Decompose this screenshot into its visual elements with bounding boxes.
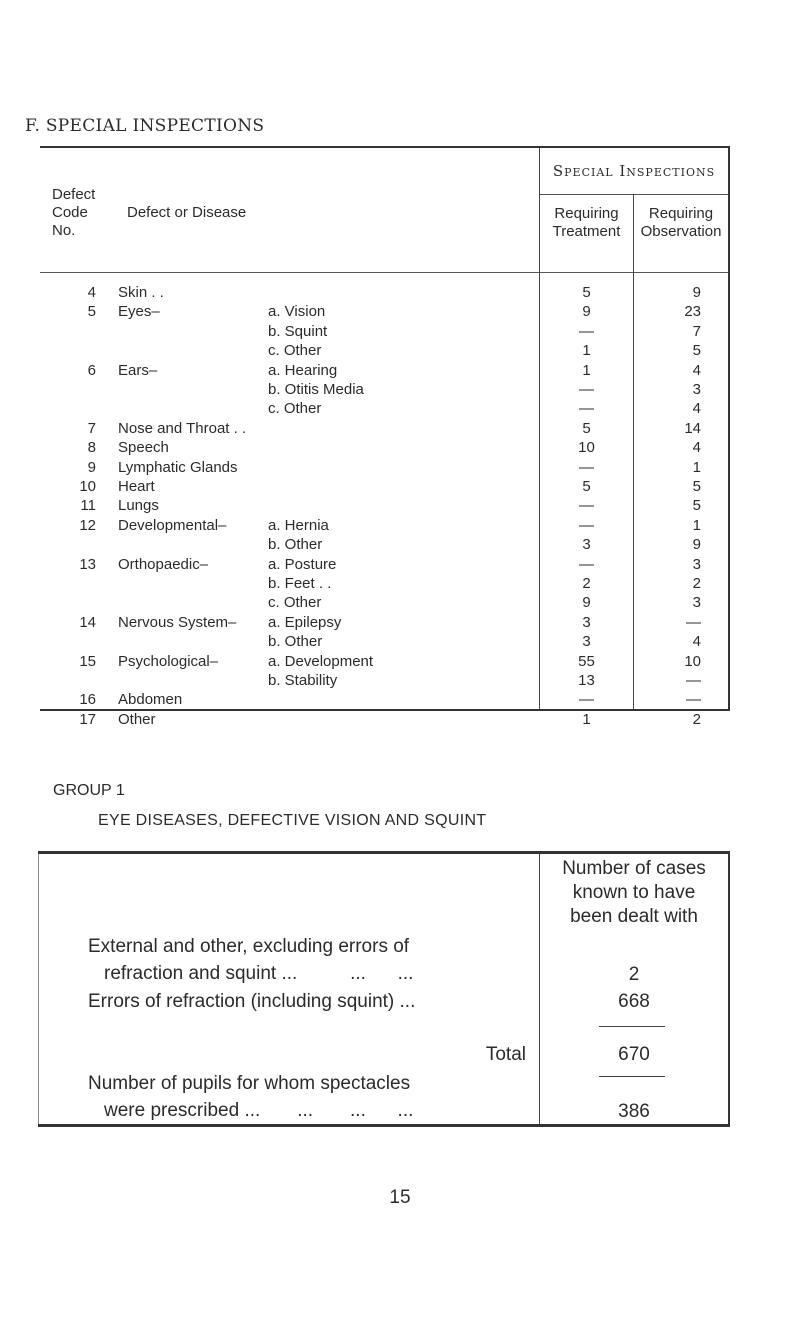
row-defect: Skin . .: [118, 284, 164, 301]
row-code: 9: [87, 459, 96, 476]
row-code: 16: [79, 691, 96, 708]
sum-rule: [599, 1026, 665, 1027]
table-row: [0, 341, 800, 360]
row-defect: Psychological–: [118, 653, 219, 670]
table-row: [0, 690, 800, 709]
row-subtype: c. Other: [268, 400, 322, 417]
row-defect: Nose and Throat . .: [118, 420, 247, 437]
header-defect-or-disease: Defect or Disease: [127, 204, 247, 221]
row-defect: Abdomen: [118, 691, 183, 708]
row-code: 5: [87, 303, 96, 320]
row-observation: 4: [692, 439, 701, 456]
row-treatment: 55: [578, 653, 595, 670]
errors-value: 668: [618, 991, 650, 1012]
row-observation: 1: [692, 459, 701, 476]
row-treatment: 2: [582, 575, 591, 592]
table-row: [0, 710, 800, 729]
table2-left-border: [38, 854, 39, 1124]
group-title: EYE DISEASES, DEFECTIVE VISION AND SQUINT: [98, 812, 487, 829]
row-treatment: —: [579, 691, 594, 708]
row-observation: 2: [692, 711, 701, 728]
row-observation: 5: [692, 342, 701, 359]
table-row: [0, 380, 800, 399]
table-row: [0, 438, 800, 457]
row-observation: 3: [692, 556, 701, 573]
row-treatment: 3: [582, 614, 591, 631]
row-defect: Ears–: [118, 362, 158, 379]
row-observation: 4: [692, 362, 701, 379]
header-no: No.: [52, 222, 76, 239]
row-subtype: a. Vision: [268, 303, 326, 320]
row-subtype: a. Development: [268, 653, 374, 670]
row-code: 8: [87, 439, 96, 456]
row-treatment: —: [579, 323, 594, 340]
external-value: 2: [628, 964, 640, 985]
row-subtype: c. Other: [268, 342, 322, 359]
row-treatment: —: [579, 381, 594, 398]
table-row: [0, 632, 800, 651]
row-subtype: a. Epilepsy: [268, 614, 342, 631]
section-title: F. SPECIAL INSPECTIONS: [25, 116, 265, 136]
table2-bottom-rule: [38, 1124, 730, 1127]
row-treatment: —: [579, 517, 594, 534]
row-defect: Speech: [118, 439, 169, 456]
row-treatment: 3: [582, 633, 591, 650]
pupils-label-line2: were prescribed ... ... ... ...: [104, 1100, 414, 1121]
total-label: Total: [485, 1044, 526, 1065]
total-rule: [599, 1076, 665, 1077]
row-subtype: b. Feet . .: [268, 575, 332, 592]
row-treatment: 1: [582, 711, 591, 728]
table-row: [0, 361, 800, 380]
row-treatment: 9: [582, 594, 591, 611]
row-treatment: 1: [582, 362, 591, 379]
table-row: [0, 555, 800, 574]
row-observation: —: [686, 614, 701, 631]
row-treatment: 9: [582, 303, 591, 320]
table-row: [0, 574, 800, 593]
row-observation: 2: [692, 575, 701, 592]
row-defect: Developmental–: [118, 517, 227, 534]
row-defect: Other: [118, 711, 156, 728]
row-treatment: —: [579, 400, 594, 417]
table-row: [0, 399, 800, 418]
row-observation: 4: [692, 633, 701, 650]
row-treatment: 5: [582, 284, 591, 301]
table2-top-rule: [38, 851, 730, 854]
external-label-line2: refraction and squint ... ... ...: [104, 963, 414, 984]
row-observation: 4: [692, 400, 701, 417]
row-treatment: 1: [582, 342, 591, 359]
table-row: [0, 302, 800, 321]
row-subtype: c. Other: [268, 594, 322, 611]
table2-right-border: [728, 854, 730, 1126]
row-treatment: —: [579, 459, 594, 476]
row-code: 11: [80, 497, 96, 514]
row-code: 12: [79, 517, 96, 534]
table-row: [0, 516, 800, 535]
table1-header-rule: [40, 272, 730, 273]
header-requiring-treatment: [540, 205, 633, 241]
row-subtype: b. Stability: [268, 672, 338, 689]
table1-subheader-rule: [539, 194, 729, 195]
table-row: [0, 477, 800, 496]
row-code: 6: [87, 362, 96, 379]
row-code: 13: [79, 556, 96, 573]
page-number: 15: [389, 1187, 411, 1208]
table-row: [0, 671, 800, 690]
table-row: [0, 496, 800, 515]
row-observation: 14: [684, 420, 701, 437]
table2-header-line2: known to have: [572, 882, 696, 903]
external-label-line1: External and other, excluding errors of: [88, 936, 410, 957]
header-code: Code: [52, 204, 88, 221]
table1-top-rule: [40, 146, 730, 148]
row-subtype: a. Hearing: [268, 362, 338, 379]
row-treatment: —: [579, 497, 594, 514]
group-label: GROUP 1: [53, 782, 125, 799]
table-row: [0, 458, 800, 477]
row-observation: 3: [692, 594, 701, 611]
table-row: [0, 419, 800, 438]
row-treatment: 10: [578, 439, 595, 456]
row-subtype: b. Otitis Media: [268, 381, 364, 398]
row-observation: 5: [692, 478, 701, 495]
row-code: 14: [79, 614, 96, 631]
row-code: 7: [87, 420, 96, 437]
row-subtype: b. Other: [268, 536, 323, 553]
row-code: 10: [79, 478, 96, 495]
row-observation: —: [686, 672, 701, 689]
pupils-label-line1: Number of pupils for whom spectacles: [88, 1073, 411, 1094]
row-subtype: a. Hernia: [268, 517, 329, 534]
row-treatment: 3: [582, 536, 591, 553]
table-row: [0, 283, 800, 302]
table-row: [0, 593, 800, 612]
row-subtype: b. Other: [268, 633, 323, 650]
header-requiring-treatment-line1: Requiring: [554, 205, 619, 222]
header-special-inspections: Special Inspections: [552, 162, 716, 180]
row-defect: Heart: [118, 478, 155, 495]
row-observation: 23: [684, 303, 701, 320]
row-code: 15: [79, 653, 96, 670]
row-subtype: b. Squint: [268, 323, 328, 340]
row-defect: Eyes–: [118, 303, 160, 320]
row-treatment: 5: [582, 420, 591, 437]
pupils-value: 386: [618, 1101, 650, 1122]
table-row: [0, 535, 800, 554]
table2-header: [541, 857, 727, 929]
row-observation: 9: [692, 284, 701, 301]
row-observation: —: [686, 691, 701, 708]
table-row: [0, 652, 800, 671]
row-observation: 3: [692, 381, 701, 398]
total-value: 670: [618, 1044, 650, 1065]
header-requiring-observation: [634, 205, 728, 241]
row-observation: 9: [692, 536, 701, 553]
row-treatment: 5: [582, 478, 591, 495]
row-subtype: a. Posture: [268, 556, 337, 573]
table-row: [0, 322, 800, 341]
header-requiring-treatment-line2: Treatment: [552, 223, 621, 240]
row-defect: Orthopaedic–: [118, 556, 209, 573]
row-treatment: —: [579, 556, 594, 573]
table2-header-line1: Number of cases: [562, 858, 706, 879]
row-observation: 1: [692, 517, 701, 534]
errors-label: Errors of refraction (including squint) ...: [88, 991, 416, 1012]
row-treatment: 13: [578, 672, 595, 689]
row-observation: 7: [692, 323, 701, 340]
row-observation: 10: [684, 653, 701, 670]
header-requiring-observation-line1: Requiring: [648, 205, 714, 222]
row-defect: Nervous System–: [118, 614, 237, 631]
table2-divider: [539, 854, 540, 1124]
header-requiring-observation-line2: Observation: [640, 223, 722, 240]
row-code: 4: [87, 284, 96, 301]
header-defect: Defect: [52, 186, 96, 203]
table2-header-line3: been dealt with: [570, 906, 698, 927]
row-code: 17: [79, 711, 96, 728]
row-defect: Lungs: [118, 497, 159, 514]
table-row: [0, 613, 800, 632]
row-defect: Lymphatic Glands: [118, 459, 238, 476]
row-observation: 5: [692, 497, 701, 514]
